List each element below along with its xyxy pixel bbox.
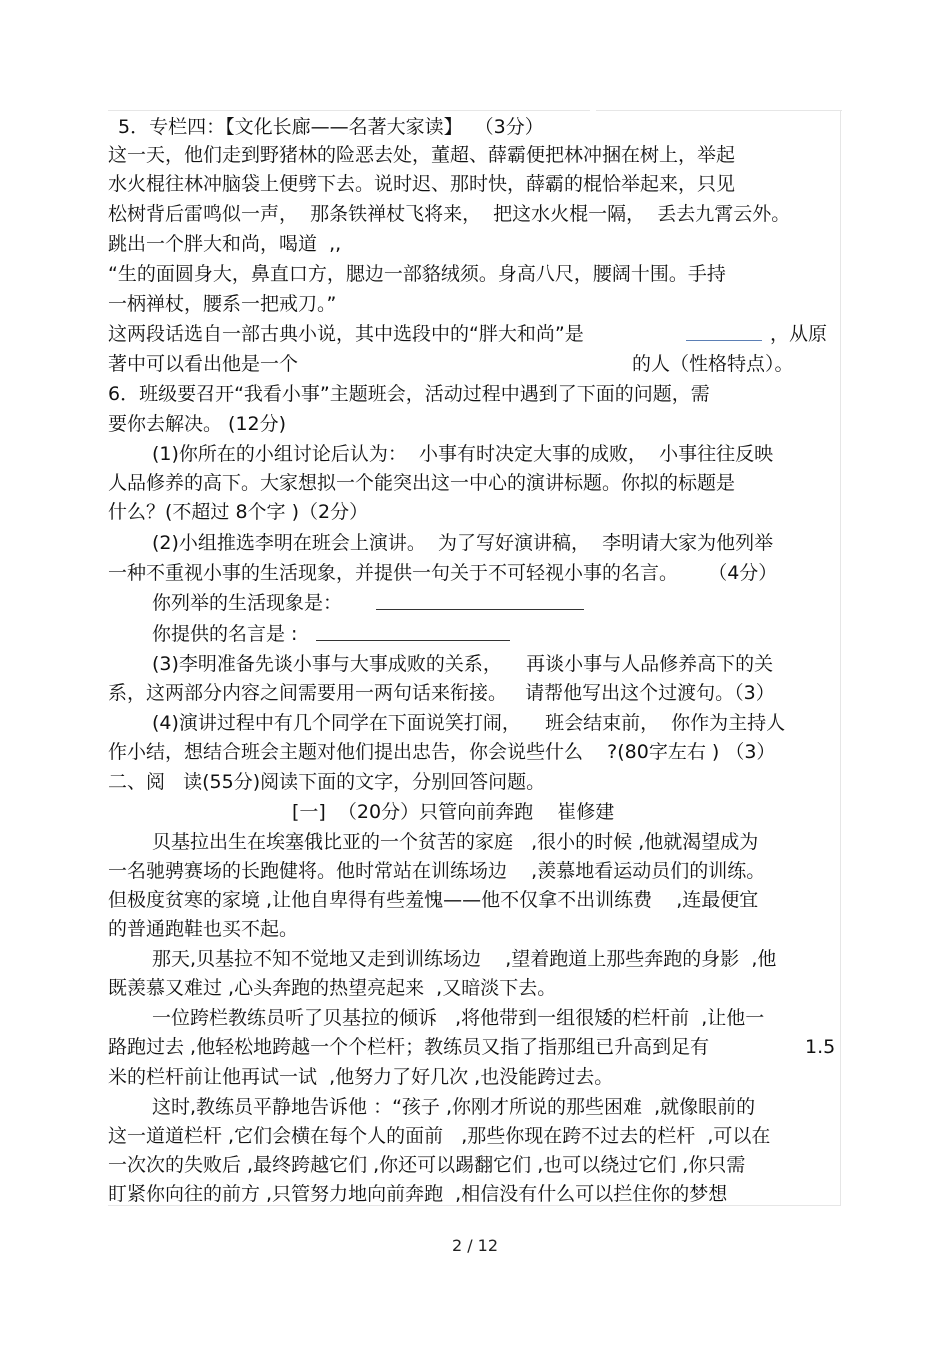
life-phenomenon-label: 你列举的生活现象是：	[152, 592, 343, 614]
frame-right	[840, 110, 841, 1206]
reading-paragraph-line: 贝基拉出生在埃塞俄比亚的一个贫苦的家庭 ,很小的时候 ,他就渴望成为	[152, 831, 759, 853]
frame-top-left	[108, 110, 590, 111]
question-6-part-1: 什么？(不超过 8个字 )（2分）	[108, 501, 369, 523]
question-6-title: 要你去解决。 (12分)	[108, 413, 287, 435]
frame-top-right	[596, 110, 842, 111]
question-5-title: 5．专栏四：【文化长廊——名著大家读】 （3分）	[118, 116, 544, 138]
reading-paragraph-line: 盯紧你向往的前方 ,只管努力地向前奔跑 ,相信没有什么可以拦住你的梦想	[108, 1183, 728, 1205]
reading-paragraph-line: 那天,贝基拉不知不觉地又走到训练场边 ,望着跑道上那些奔跑的身影 ,他	[152, 948, 777, 970]
life-phenomenon-blank[interactable]	[376, 589, 584, 618]
passage-line: “生的面圆身大，鼻直口方，腮边一部貉绒须。身高八尺，腰阔十围。手持	[108, 263, 726, 285]
answer-blank-monk[interactable]	[686, 320, 762, 349]
question-6-part-4: 作小结，想结合班会主题对他们提出忠告，你会说些什么 ?(80字左右 ) （3）	[108, 741, 776, 763]
reading-paragraph-line: 但极度贫寒的家境 ,让他自卑得有些羞愧——他不仅拿不出训练费 ,连最便宜	[108, 889, 759, 911]
passage-line: 一柄禅杖，腰系一把戒刀。”	[108, 293, 337, 315]
reading-paragraph-line: 这时,教练员平静地告诉他 ：“孩子 ,你刚才所说的那些困难 ,就像眼前的	[152, 1096, 756, 1118]
reading-paragraph-line: 路跑过去 ,他轻松地跨越一个个栏杆；教练员又指了指那组已升高到足有	[108, 1036, 710, 1058]
passage-line: 这一天，他们走到野猪林的险恶去处，董超、薛霸便把林冲捆在树上，举起	[108, 144, 736, 166]
passage-line: 水火棍往林冲脑袋上便劈下去。说时迟、那时快，薛霸的棍恰举起来，只见	[108, 173, 736, 195]
reading-passage-title: [一] （20分）只管向前奔跑 崔修建	[292, 801, 615, 823]
question-5-prompt: 这两段话选自一部古典小说，其中选段中的“胖大和尚”是	[108, 323, 584, 345]
question-5-prompt-end: 的人（性格特点）。	[632, 353, 794, 375]
reading-paragraph-line: 米的栏杆前让他再试一试 ,他努力了好几次 ,也没能跨过去。	[108, 1066, 614, 1088]
question-6-part-3: (3)李明准备先谈小事与大事成败的关系， 再谈小事与人品修养高下的关	[152, 653, 774, 675]
section-reading-title: 二、阅 读(55分)阅读下面的文字，分别回答问题。	[108, 771, 546, 793]
reading-paragraph-line: 一次次的失败后 ,最终跨越它们 ,你还可以踢翻它们 ,也可以绕过它们 ,你只需	[108, 1154, 746, 1176]
question-5-prompt-cont: ，从原	[770, 323, 828, 345]
passage-line: 松树背后雷鸣似一声， 那条铁禅杖飞将来， 把这水火棍一隔， 丢去九霄云外。	[108, 203, 791, 225]
question-6-part-3: 系，这两部分内容之间需要用一两句话来衔接。 请帮他写出这个过渡句。（3）	[108, 682, 775, 704]
reading-paragraph-line: 一名驰骋赛场的长跑健将。他时常站在训练场边 ,羡慕地看运动员们的训练。	[108, 860, 766, 882]
reading-paragraph-line: 的普通跑鞋也买不起。	[108, 918, 299, 940]
question-5-prompt: 著中可以看出他是一个	[108, 353, 299, 375]
question-6-part-1: 人品修养的高下。大家想拟一个能突出这一中心的演讲标题。你拟的标题是	[108, 472, 736, 494]
question-6-title: 6．班级要召开“我看小事”主题班会，活动过程中遇到了下面的问题，需	[108, 383, 710, 405]
reading-paragraph-line: 一位跨栏教练员听了贝基拉的倾诉 ,将他带到一组很矮的栏杆前 ,让他一	[152, 1007, 765, 1029]
question-6-part-2: (2)小组推选李明在班会上演讲。 为了写好演讲稿， 李明请大家为他列举	[152, 532, 774, 554]
page-number: 2 / 12	[451, 1236, 499, 1255]
question-6-part-2: 一种不重视小事的生活现象，并提供一句关于不可轻视小事的名言。 （4分）	[108, 562, 778, 584]
question-6-part-4: (4)演讲过程中有几个同学在下面说笑打闹， 班会结束前， 你作为主持人	[152, 712, 786, 734]
reading-paragraph-line: 既羡慕又难过 ,心头奔跑的热望亮起来 ,又暗淡下去。	[108, 977, 557, 999]
quote-blank[interactable]	[316, 620, 510, 649]
question-6-part-1: (1)你所在的小组讨论后认为： 小事有时决定大事的成败， 小事往往反映	[152, 443, 774, 465]
reading-paragraph-line: 这一道道栏杆 ,它们会横在每个人的面前 ,那些你现在跨不过去的栏杆 ,可以在	[108, 1125, 771, 1147]
passage-line: 跳出一个胖大和尚，喝道 ,,	[108, 233, 342, 255]
quote-label: 你提供的名言是 :	[152, 623, 298, 645]
reading-paragraph-number: 1.5	[805, 1036, 836, 1058]
